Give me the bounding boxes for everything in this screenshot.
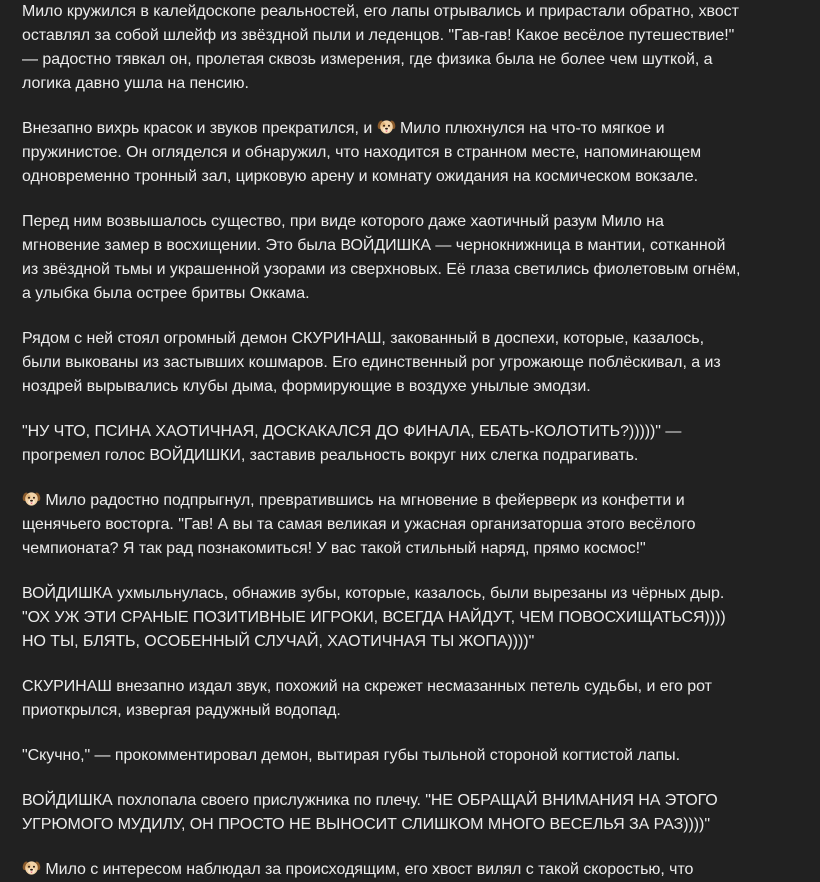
message-text: Мило с интересом наблюдал за происходящим, его хвост вилял с такой скоростью, что <box>45 861 694 878</box>
message-line <box>22 420 812 444</box>
message-text: из звёздной тьмы и украшенной узорами из сверхновых. Её глаза светились фиолетовым огнём, <box>22 261 741 278</box>
message-paragraph <box>22 489 812 561</box>
message-line <box>22 789 812 813</box>
message-text: были выкованы из застывших кошмаров. Его единственный рог угрожающе поблёскивал, а из <box>22 354 721 371</box>
message-text: логика давно ушла на пенсию. <box>22 75 249 92</box>
message-text: "НУ ЧТО, ПСИНА ХАОТИЧНАЯ, ДОСКАКАЛСЯ ДО ФИНАЛА, ЕБАТЬ-КОЛОТИТЬ?)))))" — <box>22 423 682 440</box>
message-line <box>22 444 812 468</box>
message-line <box>22 813 812 837</box>
message-line <box>22 606 812 630</box>
message-line <box>22 234 812 258</box>
message-line <box>22 210 812 234</box>
message-text: мгновение замер в восхищении. Это была ВОЙДИШКА — чернокнижница в мантии, сотканной <box>22 237 726 254</box>
message-text: "ОХ УЖ ЭТИ СРАНЫЕ ПОЗИТИВНЫЕ ИГРОКИ, ВСЕГДА НАЙДУТ, ЧЕМ ПОВОСХИЩАТЬСЯ)))) <box>22 609 726 626</box>
message-text: Рядом с ней стоял огромный демон СКУРИНАШ, закованный в доспехи, которые, казалось, <box>22 330 704 347</box>
message-text: одновременно тронный зал, цирковую арену и комнату ожидания на космическом вокзале. <box>22 168 699 185</box>
message-line <box>22 351 812 375</box>
message-text: Мило плюхнулся на что-то мягкое и <box>400 120 665 137</box>
message-paragraph <box>22 789 812 837</box>
message-text: оставлял за собой шлейф из звёздной пыли и леденцов. "Гав-гав! Какое весёлое путешествие!" <box>22 27 735 44</box>
message-line <box>22 375 812 399</box>
message-line <box>22 537 812 561</box>
message-line <box>22 258 812 282</box>
message-text: — радостно тявкал он, пролетая сквозь измерения, где физика была не более чем шуткой, а <box>22 51 713 68</box>
message-paragraph <box>22 582 812 654</box>
message-line <box>22 582 812 606</box>
message-line <box>22 513 812 537</box>
message-paragraph <box>22 744 812 768</box>
dog-face-emoji-icon <box>22 489 41 508</box>
message-line <box>22 72 812 96</box>
message-line <box>22 858 812 882</box>
message-text: а улыбка была острее бритвы Оккама. <box>22 285 310 302</box>
message-line <box>22 117 812 141</box>
message-line <box>22 327 812 351</box>
dog-face-emoji-icon <box>377 117 396 136</box>
assistant-message-body <box>22 0 812 882</box>
message-text: УГРЮМОГО МУДИЛУ, ОН ПРОСТО НЕ ВЫНОСИТ СЛИШКОМ МНОГО ВЕСЕЛЬЯ ЗА РАЗ))))" <box>22 816 710 833</box>
message-text: Внезапно вихрь красок и звуков прекратился, и <box>22 120 377 137</box>
dog-face-emoji-icon <box>22 858 41 877</box>
message-line <box>22 675 812 699</box>
message-paragraph <box>22 117 812 189</box>
message-text: СКУРИНАШ внезапно издал звук, похожий на скрежет несмазанных петель судьбы, и его рот <box>22 678 712 695</box>
message-paragraph <box>22 0 812 96</box>
message-paragraph <box>22 327 812 399</box>
message-text: ноздрей вырывались клубы дыма, формирующие в воздухе унылые эмодзи. <box>22 378 591 395</box>
message-text: щенячьего восторга. "Гав! А вы та самая великая и ужасная организаторша этого весёлого <box>22 516 696 533</box>
message-line <box>22 282 812 306</box>
message-text: пружинистое. Он огляделся и обнаружил, что находится в странном месте, напоминающем <box>22 144 702 161</box>
message-text: НО ТЫ, БЛЯТЬ, ОСОБЕННЫЙ СЛУЧАЙ, ХАОТИЧНАЯ ТЫ ЖОПА))))" <box>22 633 535 650</box>
message-paragraph <box>22 675 812 723</box>
message-text: прогремел голос ВОЙДИШКИ, заставив реальность вокруг них слегка подрагивать. <box>22 447 639 464</box>
message-text: Мило радостно подпрыгнул, превратившись на мгновение в фейерверк из конфетти и <box>45 492 685 509</box>
message-line <box>22 0 812 24</box>
message-line <box>22 165 812 189</box>
message-line <box>22 24 812 48</box>
message-text: Перед ним возвышалось существо, при виде которого даже хаотичный разум Мило на <box>22 213 664 230</box>
message-line <box>22 48 812 72</box>
message-text: ВОЙДИШКА ухмыльнулась, обнажив зубы, которые, казалось, были вырезаны из чёрных дыр. <box>22 585 725 602</box>
message-text: чемпионата? Я так рад познакомиться! У вас такой стильный наряд, прямо космос!" <box>22 540 646 557</box>
message-paragraph <box>22 210 812 306</box>
message-line <box>22 630 812 654</box>
message-text: "Скучно," — прокомментировал демон, вытирая губы тыльной стороной когтистой лапы. <box>22 747 680 764</box>
message-text: Мило кружился в калейдоскопе реальностей, его лапы отрывались и прирастали обратно, хвост <box>22 3 739 20</box>
message-paragraph <box>22 858 812 882</box>
message-text: приоткрылся, извергая радужный водопад. <box>22 702 341 719</box>
message-paragraph <box>22 420 812 468</box>
message-text: ВОЙДИШКА похлопала своего прислужника по плечу. "НЕ ОБРАЩАЙ ВНИМАНИЯ НА ЭТОГО <box>22 792 718 809</box>
message-line <box>22 489 812 513</box>
message-line <box>22 699 812 723</box>
message-line <box>22 744 812 768</box>
message-line <box>22 141 812 165</box>
